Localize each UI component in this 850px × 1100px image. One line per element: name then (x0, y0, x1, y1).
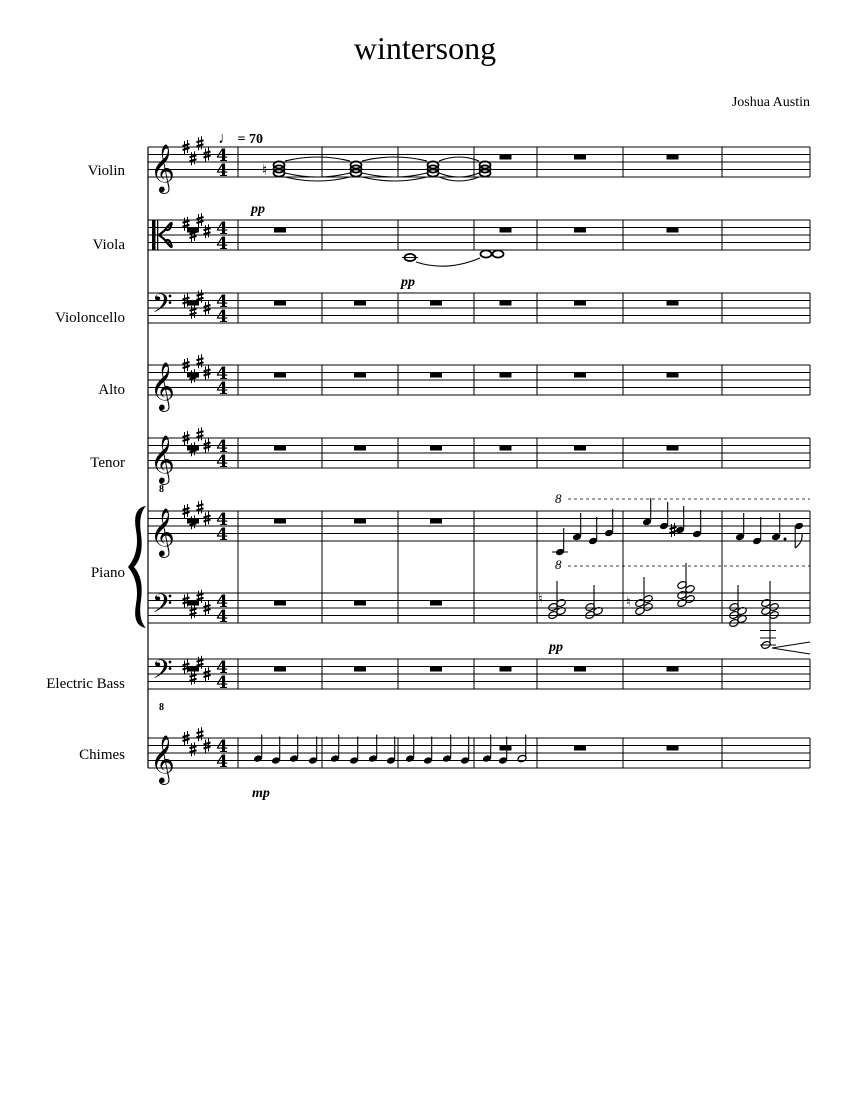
quarter-note (659, 502, 669, 530)
whole-rest (187, 601, 199, 606)
tenor-clef-octave-mark: 8 (159, 484, 164, 495)
whole-rest (354, 601, 366, 606)
whole-note (493, 250, 504, 257)
whole-rest (500, 155, 512, 160)
sharp-icon (197, 500, 204, 514)
tempo-value: = 70 (237, 132, 263, 147)
composer-name: Joshua Austin (731, 95, 810, 110)
sharp-icon (197, 136, 204, 150)
whole-rest (430, 667, 442, 672)
whole-rest (667, 155, 679, 160)
treble-clef-icon: 𝄞 (150, 507, 175, 556)
tie (285, 173, 350, 177)
time-signature-numerator: 4 (216, 510, 228, 530)
whole-rest (574, 446, 586, 451)
quarter-note (604, 509, 614, 537)
whole-note (481, 250, 492, 257)
whole-rest (187, 373, 199, 378)
whole-rest (667, 667, 679, 672)
quarter-note (572, 513, 582, 541)
score-title: wintersong (353, 30, 497, 66)
tie (362, 177, 427, 181)
time-signature-denominator: 4 (216, 307, 228, 327)
sharp-icon (204, 224, 211, 238)
quarter-note-icon: ♩ (218, 130, 234, 147)
quarter-note (752, 517, 762, 545)
time-signature-numerator: 4 (216, 219, 228, 239)
whole-rest (187, 519, 199, 524)
whole-rest (574, 373, 586, 378)
whole-rest (667, 373, 679, 378)
whole-rest (667, 446, 679, 451)
whole-rest (574, 746, 586, 751)
sharp-icon (197, 354, 204, 368)
sharp-icon (190, 671, 197, 685)
time-signature-numerator: 4 (216, 364, 228, 384)
dynamic-viola: pp (401, 275, 415, 290)
whole-rest (667, 301, 679, 306)
quarter-note (460, 737, 470, 765)
whole-rest (430, 446, 442, 451)
quarter-note (289, 735, 299, 763)
whole-rest (274, 301, 286, 306)
bass-clef-icon: 𝄢 (152, 587, 173, 626)
sharp-icon (190, 151, 197, 165)
whole-rest (574, 667, 586, 672)
instrument-label-electric-bass: Electric Bass (46, 676, 125, 692)
time-signature-denominator: 4 (216, 452, 228, 472)
whole-rest (274, 373, 286, 378)
whole-rest (430, 301, 442, 306)
quarter-note (271, 737, 281, 765)
instrument-label-viola: Viola (92, 237, 125, 253)
whole-rest (187, 228, 199, 233)
whole-rest (274, 601, 286, 606)
tie (416, 258, 480, 266)
quarter-note (308, 737, 318, 765)
ottava-mark-below: 8 (555, 557, 562, 572)
dynamic-chimes: mp (252, 786, 270, 801)
time-signature-denominator: 4 (216, 673, 228, 693)
quarter-note (349, 737, 359, 765)
tie (285, 177, 350, 181)
tie (439, 157, 479, 161)
bass-clef-icon: 𝄢 (152, 653, 173, 692)
whole-rest (500, 667, 512, 672)
ottava-mark-above: 8 (555, 491, 562, 506)
quarter-note (405, 735, 415, 763)
instrument-label-tenor: Tenor (90, 455, 125, 471)
whole-rest (667, 746, 679, 751)
tie (439, 173, 479, 177)
dynamic-violin: pp (251, 202, 265, 217)
instrument-label-chimes: Chimes (79, 747, 125, 763)
quarter-note (771, 513, 781, 541)
instrument-label-alto: Alto (98, 382, 125, 398)
whole-rest (500, 746, 512, 751)
quarter-note (675, 506, 685, 534)
quarter-note (735, 513, 745, 541)
quarter-note (442, 735, 452, 763)
piano-brace (128, 506, 146, 628)
whole-rest (667, 228, 679, 233)
sharp-icon (190, 305, 197, 319)
whole-rest (274, 667, 286, 672)
time-signature-denominator: 4 (216, 607, 228, 627)
dynamic-piano: pp (549, 640, 563, 655)
sharp-icon (190, 742, 197, 756)
sharp-icon (190, 605, 197, 619)
time-signature-numerator: 4 (216, 146, 228, 166)
time-signature-denominator: 4 (216, 379, 228, 399)
treble-clef-icon: 𝄞 (150, 361, 175, 410)
instrument-label-piano: Piano (90, 565, 125, 581)
time-signature-numerator: 4 (216, 658, 228, 678)
sharp-icon (670, 523, 677, 537)
whole-rest (354, 519, 366, 524)
whole-rest (354, 667, 366, 672)
whole-rest (187, 667, 199, 672)
time-signature-denominator: 4 (216, 752, 228, 772)
treble-clef-icon: 𝄞 (150, 143, 175, 192)
time-signature-numerator: 4 (216, 592, 228, 612)
whole-rest (430, 519, 442, 524)
whole-rest (430, 373, 442, 378)
tie (362, 157, 427, 161)
tie (285, 157, 350, 161)
time-signature-denominator: 4 (216, 525, 228, 545)
instrument-label-violin: Violin (87, 163, 125, 179)
time-signature-denominator: 4 (216, 234, 228, 254)
whole-rest (354, 301, 366, 306)
quarter-note (330, 735, 340, 763)
tie (362, 173, 427, 177)
sharp-icon (197, 727, 204, 741)
whole-rest (574, 228, 586, 233)
tie (439, 177, 479, 181)
bass-clef-icon: 𝄢 (152, 287, 173, 326)
whole-rest (500, 373, 512, 378)
whole-rest (274, 228, 286, 233)
whole-rest (187, 301, 199, 306)
whole-rest (574, 155, 586, 160)
quarter-note (368, 735, 378, 763)
instrument-label-violoncello: Violoncello (55, 310, 125, 326)
whole-rest (354, 446, 366, 451)
whole-rest (500, 228, 512, 233)
whole-rest (574, 301, 586, 306)
quarter-note (498, 737, 508, 765)
time-signature-numerator: 4 (216, 292, 228, 312)
quarter-note (386, 737, 396, 765)
time-signature-denominator: 4 (216, 161, 228, 181)
natural-icon: ♮ (626, 595, 631, 610)
whole-rest (430, 601, 442, 606)
natural-icon: ♮ (538, 592, 543, 607)
sharp-icon (197, 427, 204, 441)
time-signature-numerator: 4 (216, 737, 228, 757)
whole-rest (274, 446, 286, 451)
quarter-note (423, 737, 433, 765)
whole-rest (187, 446, 199, 451)
time-signature-numerator: 4 (216, 437, 228, 457)
quarter-note (642, 498, 652, 526)
whole-rest (500, 301, 512, 306)
treble-clef-icon: 𝄞 (150, 734, 175, 783)
quarter-note (482, 735, 492, 763)
quarter-note (692, 510, 702, 538)
natural-icon: ♮ (262, 161, 268, 179)
quarter-note (588, 517, 598, 545)
whole-rest (500, 446, 512, 451)
quarter-note (253, 735, 263, 763)
crescendo-hairpin (772, 642, 810, 654)
whole-rest (274, 519, 286, 524)
dot (784, 538, 787, 541)
half-note (517, 735, 527, 763)
treble-clef-icon: 𝄞 (150, 434, 175, 483)
bass-clef-octave-mark: 8 (159, 702, 164, 713)
whole-rest (354, 373, 366, 378)
